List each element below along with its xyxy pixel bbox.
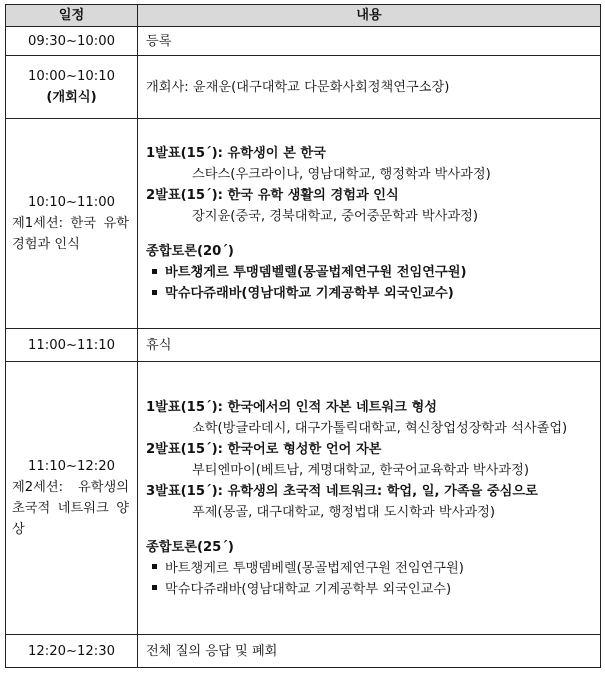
row-content: 개회사: 윤재운(대구대학교 다문화사회정책연구소장) — [138, 56, 601, 119]
row-time: 11:00~11:10 — [6, 329, 138, 362]
header-content: 내용 — [138, 5, 601, 27]
panelist-item — [146, 262, 592, 283]
table-row — [6, 635, 601, 668]
time-range: 10:00~10:10 — [27, 69, 116, 84]
row-content: 전체 질의 응답 및 폐회 — [138, 635, 601, 668]
panelist-item — [146, 283, 592, 304]
time-sub: (개회식) — [46, 90, 97, 105]
row-content: 등록 — [138, 27, 601, 56]
bullet-icon — [152, 290, 157, 295]
table-row — [6, 362, 601, 635]
bullet-icon — [152, 564, 157, 569]
header-time: 일정 — [6, 5, 138, 27]
talk-title: 1발표(15´): 유학생이 본 한국 — [146, 146, 326, 161]
panelist-name: 바트챙게르 투맹뎀베렐(몽골법제연구원 전임연구원) — [165, 560, 464, 576]
session-title: 제1세션: 한국 유학 경험과 인식 — [12, 216, 129, 252]
time-range: 10:10~11:00 — [27, 195, 116, 210]
table-row — [6, 56, 601, 119]
row-content — [138, 119, 601, 329]
panelist-name: 막슈다쥬래바(영남대학교 기계공학부 외국인교수) — [165, 286, 454, 301]
talk-speaker: 스타스(우크라이나, 영남대학교, 행정학과 박사과정) — [192, 167, 491, 182]
table-row — [6, 27, 601, 56]
row-content — [138, 362, 601, 635]
time-range: 11:10~12:20 — [27, 459, 116, 474]
talk-speaker: 부티엔마이(베트남, 계명대학교, 한국어교육학과 박사과정) — [192, 462, 529, 478]
row-time: 12:20~12:30 — [6, 635, 138, 668]
session-title: 제2세션: 유학생의 초국적 네트워크 양상 — [12, 480, 129, 537]
schedule-table — [5, 4, 601, 668]
panelist-name: 바트챙게르 투맹뎀벨렐(몽골법제연구원 전임연구원) — [165, 265, 467, 280]
row-content: 휴식 — [138, 329, 601, 362]
table-row — [6, 329, 601, 362]
header-row — [6, 5, 601, 27]
panelist-name: 막슈다쥬래바(영남대학교 기계공학부 외국인교수) — [165, 581, 452, 597]
row-time — [6, 362, 138, 635]
talk-speaker: 쇼학(방글라데시, 대구가톨릭대학교, 혁신창업성장학과 석사졸업) — [192, 420, 568, 436]
bullet-icon — [152, 585, 157, 590]
talk-speaker: 장지윤(중국, 경북대학교, 중어중문학과 박사과정) — [192, 209, 479, 224]
panel-title: 종합토론(20´) — [146, 244, 234, 259]
talk-title: 2발표(15´): 한국 유학 생활의 경험과 인식 — [146, 188, 399, 203]
row-time: 09:30~10:00 — [6, 27, 138, 56]
row-time — [6, 56, 138, 119]
bullet-icon — [152, 269, 157, 274]
panelist-item — [146, 558, 592, 579]
panelist-item — [146, 579, 592, 600]
row-time — [6, 119, 138, 329]
talk-speaker: 푸제(몽골, 대구대학교, 행정법대 도시학과 박사과정) — [192, 504, 495, 520]
talk-title: 2발표(15´): 한국어로 형성한 언어 자본 — [146, 441, 382, 457]
table-row — [6, 119, 601, 329]
talk-title: 3발표(15´): 유학생의 초국적 네트워크: 학업, 일, 가족을 중심으로 — [146, 483, 538, 499]
talk-title: 1발표(15´): 한국에서의 인적 자본 네트워크 형성 — [146, 399, 437, 415]
panel-title: 종합토론(25´) — [146, 539, 234, 555]
